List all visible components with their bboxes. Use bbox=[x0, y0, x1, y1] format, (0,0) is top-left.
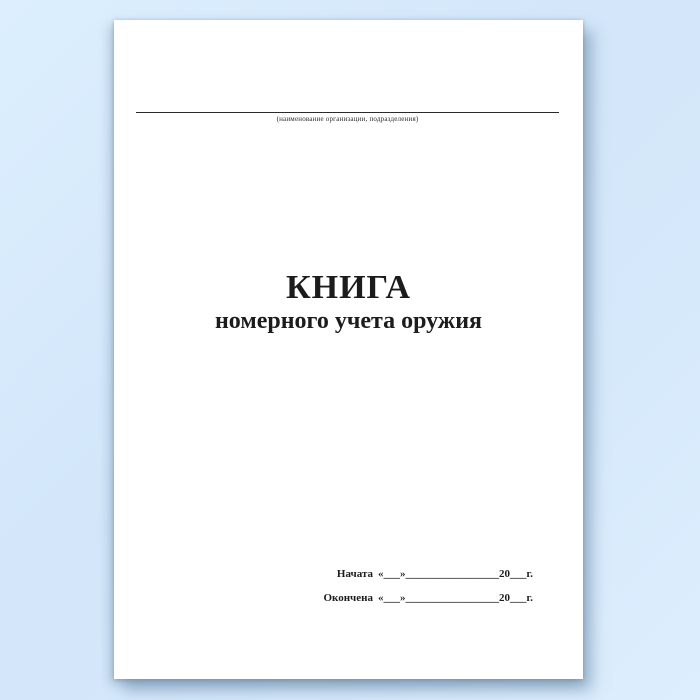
started-year-prefix: 20 bbox=[498, 568, 510, 580]
finished-day-blank: «___» bbox=[377, 592, 406, 604]
started-year-suffix: г. bbox=[526, 568, 533, 580]
organization-line-block bbox=[136, 20, 559, 123]
started-day-blank: «___» bbox=[377, 568, 406, 580]
started-label: Начата bbox=[336, 568, 373, 580]
finished-year-blank: ___ bbox=[509, 592, 527, 604]
title-block bbox=[114, 270, 583, 334]
finished-month-blank: _________________ bbox=[405, 592, 499, 604]
started-year-blank: ___ bbox=[509, 568, 527, 580]
organization-fill-in-line bbox=[136, 112, 559, 113]
document-subtitle: номерного учета оружия bbox=[214, 308, 483, 334]
finished-year-prefix: 20 bbox=[498, 592, 510, 604]
date-row-finished bbox=[323, 592, 533, 605]
started-month-blank: _________________ bbox=[405, 568, 499, 580]
dates-block bbox=[323, 568, 533, 616]
date-row-started bbox=[323, 568, 533, 581]
document-title: КНИГА bbox=[285, 269, 412, 306]
finished-year-suffix: г. bbox=[526, 592, 533, 604]
document-page bbox=[114, 20, 583, 679]
organization-caption: (наименование организации, подразделения) bbox=[276, 115, 419, 123]
finished-label: Окончена bbox=[323, 592, 373, 604]
